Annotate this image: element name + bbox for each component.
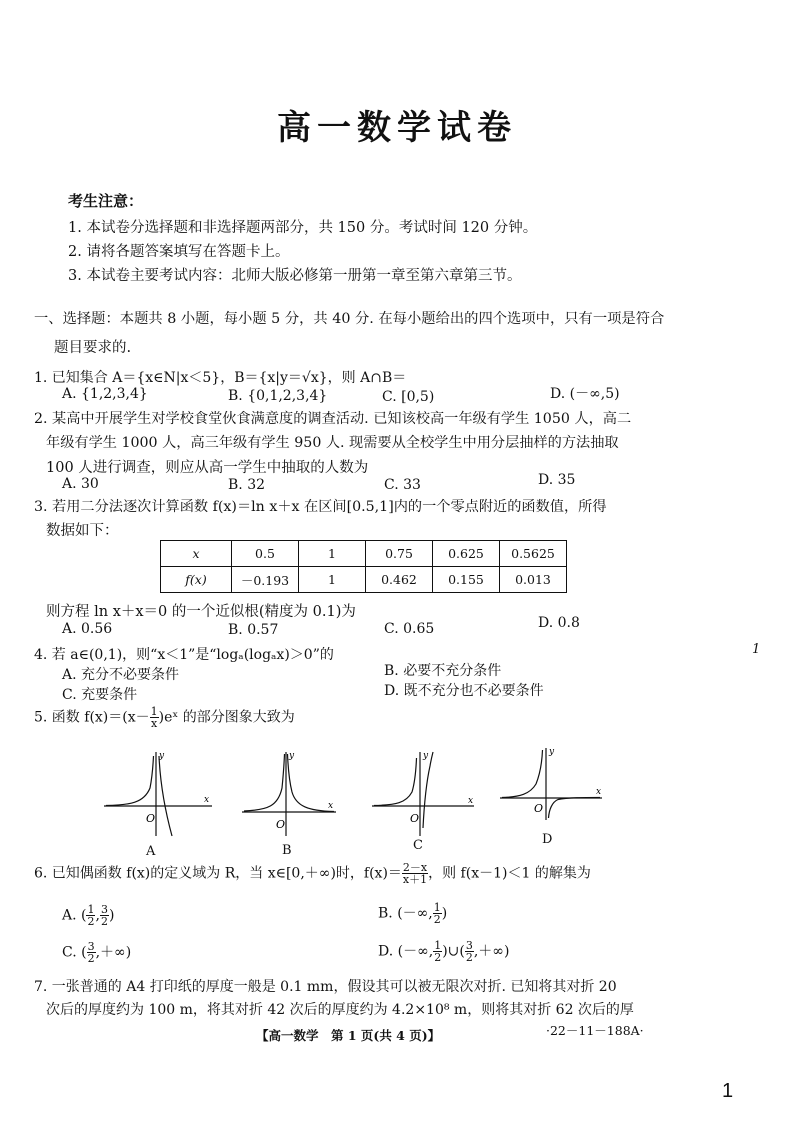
table-cell: 1 — [299, 567, 366, 593]
fraction-numerator: 1 — [87, 903, 95, 916]
curve-left-branch — [502, 750, 543, 798]
fraction-denominator: 2 — [87, 952, 95, 965]
q5-stem-b: )eˣ 的部分图象大致为 — [158, 709, 295, 726]
option-text: B. (－∞, — [378, 905, 433, 922]
q3-line1: 3. 若用二分法逐次计算函数 f(x)＝ln x＋x 在区间[0.5,1]内的一个零点附近的函数值，所得 — [34, 499, 607, 515]
q7-line2: 次后的厚度约为 100 m，将其对折 42 次后的厚度约为 4.2×10⁸ m，则将其对折 62 次后的厚 — [46, 1002, 634, 1018]
curve-left-branch — [374, 758, 417, 806]
q6-stem — [34, 862, 591, 885]
q4-option-b: B. 必要不充分条件 — [384, 663, 502, 679]
q3-line2: 数据如下： — [46, 523, 119, 539]
q2-line1: 2. 某高中开展学生对学校食堂伙食满意度的调查活动. 已知该校高一年级有学生 1050 人，高二 — [34, 411, 632, 427]
q3-option-c: C. 0.65 — [384, 621, 435, 637]
fraction-denominator: x — [151, 717, 158, 730]
fraction — [433, 902, 442, 925]
q3-line3: 则方程 ln x＋x＝0 的一个近似根(精度为 0.1)为 — [46, 604, 356, 620]
fraction-denominator: 2 — [87, 915, 95, 928]
q4-stem: 4. 若 a∈(0,1)，则“x＜1”是“logₐ(logₐx)＞0”的 — [34, 647, 334, 663]
q4-option-a: A. 充分不必要条件 — [62, 667, 180, 683]
graph-d-label: D — [542, 832, 553, 847]
q3-data-table — [160, 540, 567, 593]
graph-d — [498, 744, 610, 834]
option-text: )∪( — [442, 943, 465, 960]
q3-option-b: B. 0.57 — [228, 622, 279, 638]
q3-option-a: A. 0.56 — [62, 621, 113, 637]
curve-right-branch — [549, 798, 601, 819]
origin-label: O — [146, 812, 156, 825]
fraction-denominator: 2 — [433, 913, 441, 926]
q6-stem-a: 6. 已知偶函数 f(x)的定义域为 R，当 x∈[0,＋∞)时，f(x)＝ — [34, 865, 402, 882]
fraction-numerator: 3 — [465, 939, 473, 952]
graph-b-label: B — [282, 843, 292, 858]
table-cell: 0.5625 — [500, 541, 567, 567]
footer-page-info: 【高一数学 第 1 页(共 4 页)】 — [256, 1028, 441, 1043]
fraction — [465, 940, 474, 963]
q6-option-a — [62, 904, 114, 927]
option-text: , — [95, 907, 100, 924]
option-text: ,＋∞) — [473, 943, 510, 960]
q2-option-b: B. 32 — [228, 477, 266, 493]
q2-option-d: D. 35 — [538, 472, 576, 488]
q7-line1: 7. 一张普通的 A4 打印纸的厚度一般是 0.1 mm，假设其可以被无限次对折. 已知将其对折 20 — [34, 979, 617, 995]
table-cell: 0.155 — [433, 567, 500, 593]
y-axis-label: y — [289, 751, 295, 761]
graph-c — [370, 748, 480, 838]
q6-option-d — [378, 940, 509, 963]
q2-option-a: A. 30 — [62, 476, 99, 492]
graph-b — [240, 748, 340, 838]
table-cell: 0.625 — [433, 541, 500, 567]
q1-option-b: B. {0,1,2,3,4} — [228, 388, 328, 404]
notice-heading: 考生注意： — [68, 192, 144, 210]
x-axis-label: x — [468, 796, 474, 806]
q3-option-d: D. 0.8 — [538, 615, 580, 631]
origin-label: O — [276, 818, 286, 831]
table-row — [161, 567, 567, 593]
table-cell: －0.193 — [232, 567, 299, 593]
q1-option-c: C. [0,5) — [382, 389, 435, 405]
origin-label: O — [534, 802, 544, 815]
q5-stem — [34, 706, 295, 729]
table-cell: 0.5 — [232, 541, 299, 567]
q2-line3: 100 人进行调查，则应从高一学生中抽取的人数为 — [46, 460, 369, 476]
fraction — [100, 904, 109, 927]
fraction-denominator: 2 — [434, 951, 442, 964]
option-text: ) — [108, 907, 115, 924]
y-axis-label: y — [423, 751, 429, 761]
curve-left-branch — [106, 756, 154, 806]
q2-line2: 年级有学生 1000 人，高三年级有学生 950 人. 现需要从全校学生中用分层抽样的方法抽取 — [46, 435, 619, 451]
fraction-denominator: 2 — [100, 915, 108, 928]
curve-right-branch — [423, 752, 433, 828]
fraction-numerator: 1 — [434, 939, 442, 952]
graph-a — [100, 748, 218, 838]
margin-mark: 1 — [752, 642, 761, 657]
fraction — [87, 941, 96, 964]
table-row — [161, 541, 567, 567]
table-cell: 0.75 — [366, 541, 433, 567]
q6-option-c — [62, 941, 131, 964]
fraction-denominator: x＋1 — [402, 873, 428, 886]
table-cell: 0.013 — [500, 567, 567, 593]
fraction-numerator: 1 — [433, 901, 441, 914]
fraction-numerator: 2－x — [402, 861, 428, 874]
graph-a-label: A — [146, 844, 156, 859]
curve-right-branch — [159, 756, 172, 836]
x-axis-label: x — [596, 787, 602, 797]
q6-stem-b: ，则 f(x－1)＜1 的解集为 — [428, 865, 591, 882]
table-cell: 1 — [299, 541, 366, 567]
option-text: C. ( — [62, 944, 87, 961]
origin-label: O — [410, 812, 420, 825]
page-number: 1 — [722, 1080, 734, 1102]
curve-left-branch — [244, 754, 285, 811]
option-text: ,＋∞) — [95, 944, 132, 961]
option-text: A. ( — [62, 907, 87, 924]
section-heading-line2: 题目要求的. — [54, 340, 132, 356]
fraction-denominator: 2 — [465, 951, 473, 964]
q5-stem-a: 5. 函数 f(x)＝(x－ — [34, 709, 150, 726]
q4-option-d: D. 既不充分也不必要条件 — [384, 683, 544, 699]
y-axis-label: y — [159, 751, 165, 761]
fraction-numerator: 1 — [150, 705, 158, 718]
table-cell: x — [161, 541, 232, 567]
q1-stem: 1. 已知集合 A＝{x∈N|x＜5}，B＝{x|y＝√x}，则 A∩B＝ — [34, 370, 407, 386]
table-cell: f(x) — [161, 567, 232, 593]
q5-fraction — [150, 706, 159, 729]
q1-option-a: A. {1,2,3,4} — [62, 386, 148, 402]
footer-code: ·22－11－188A· — [546, 1023, 644, 1038]
q1-option-d: D. (－∞,5) — [550, 386, 620, 402]
q6-fraction — [402, 862, 428, 885]
notice-item-1: 1. 本试卷分选择题和非选择题两部分，共 150 分。考试时间 120 分钟。 — [68, 220, 538, 236]
q4-option-c: C. 充要条件 — [62, 687, 138, 703]
y-axis-label: y — [549, 747, 555, 757]
option-text: ) — [441, 905, 448, 922]
fraction-numerator: 3 — [87, 940, 95, 953]
graph-c-label: C — [413, 838, 423, 853]
option-text: D. (－∞, — [378, 943, 434, 960]
notice-item-3: 3. 本试卷主要考试内容：北师大版必修第一册第一章至第六章第三节。 — [68, 268, 522, 284]
notice-item-2: 2. 请将各题答案填写在答题卡上。 — [68, 244, 290, 260]
fraction — [433, 940, 442, 963]
x-axis-label: x — [204, 795, 210, 805]
table-cell: 0.462 — [366, 567, 433, 593]
fraction-numerator: 3 — [100, 903, 108, 916]
q6-option-b — [378, 902, 447, 925]
x-axis-label: x — [328, 801, 334, 811]
q2-option-c: C. 33 — [384, 477, 421, 493]
page-title: 高一数学试卷 — [277, 108, 517, 148]
section-heading-line1: 一、选择题：本题共 8 小题，每小题 5 分，共 40 分. 在每小题给出的四个选项中，只有一项是符合 — [34, 311, 665, 327]
